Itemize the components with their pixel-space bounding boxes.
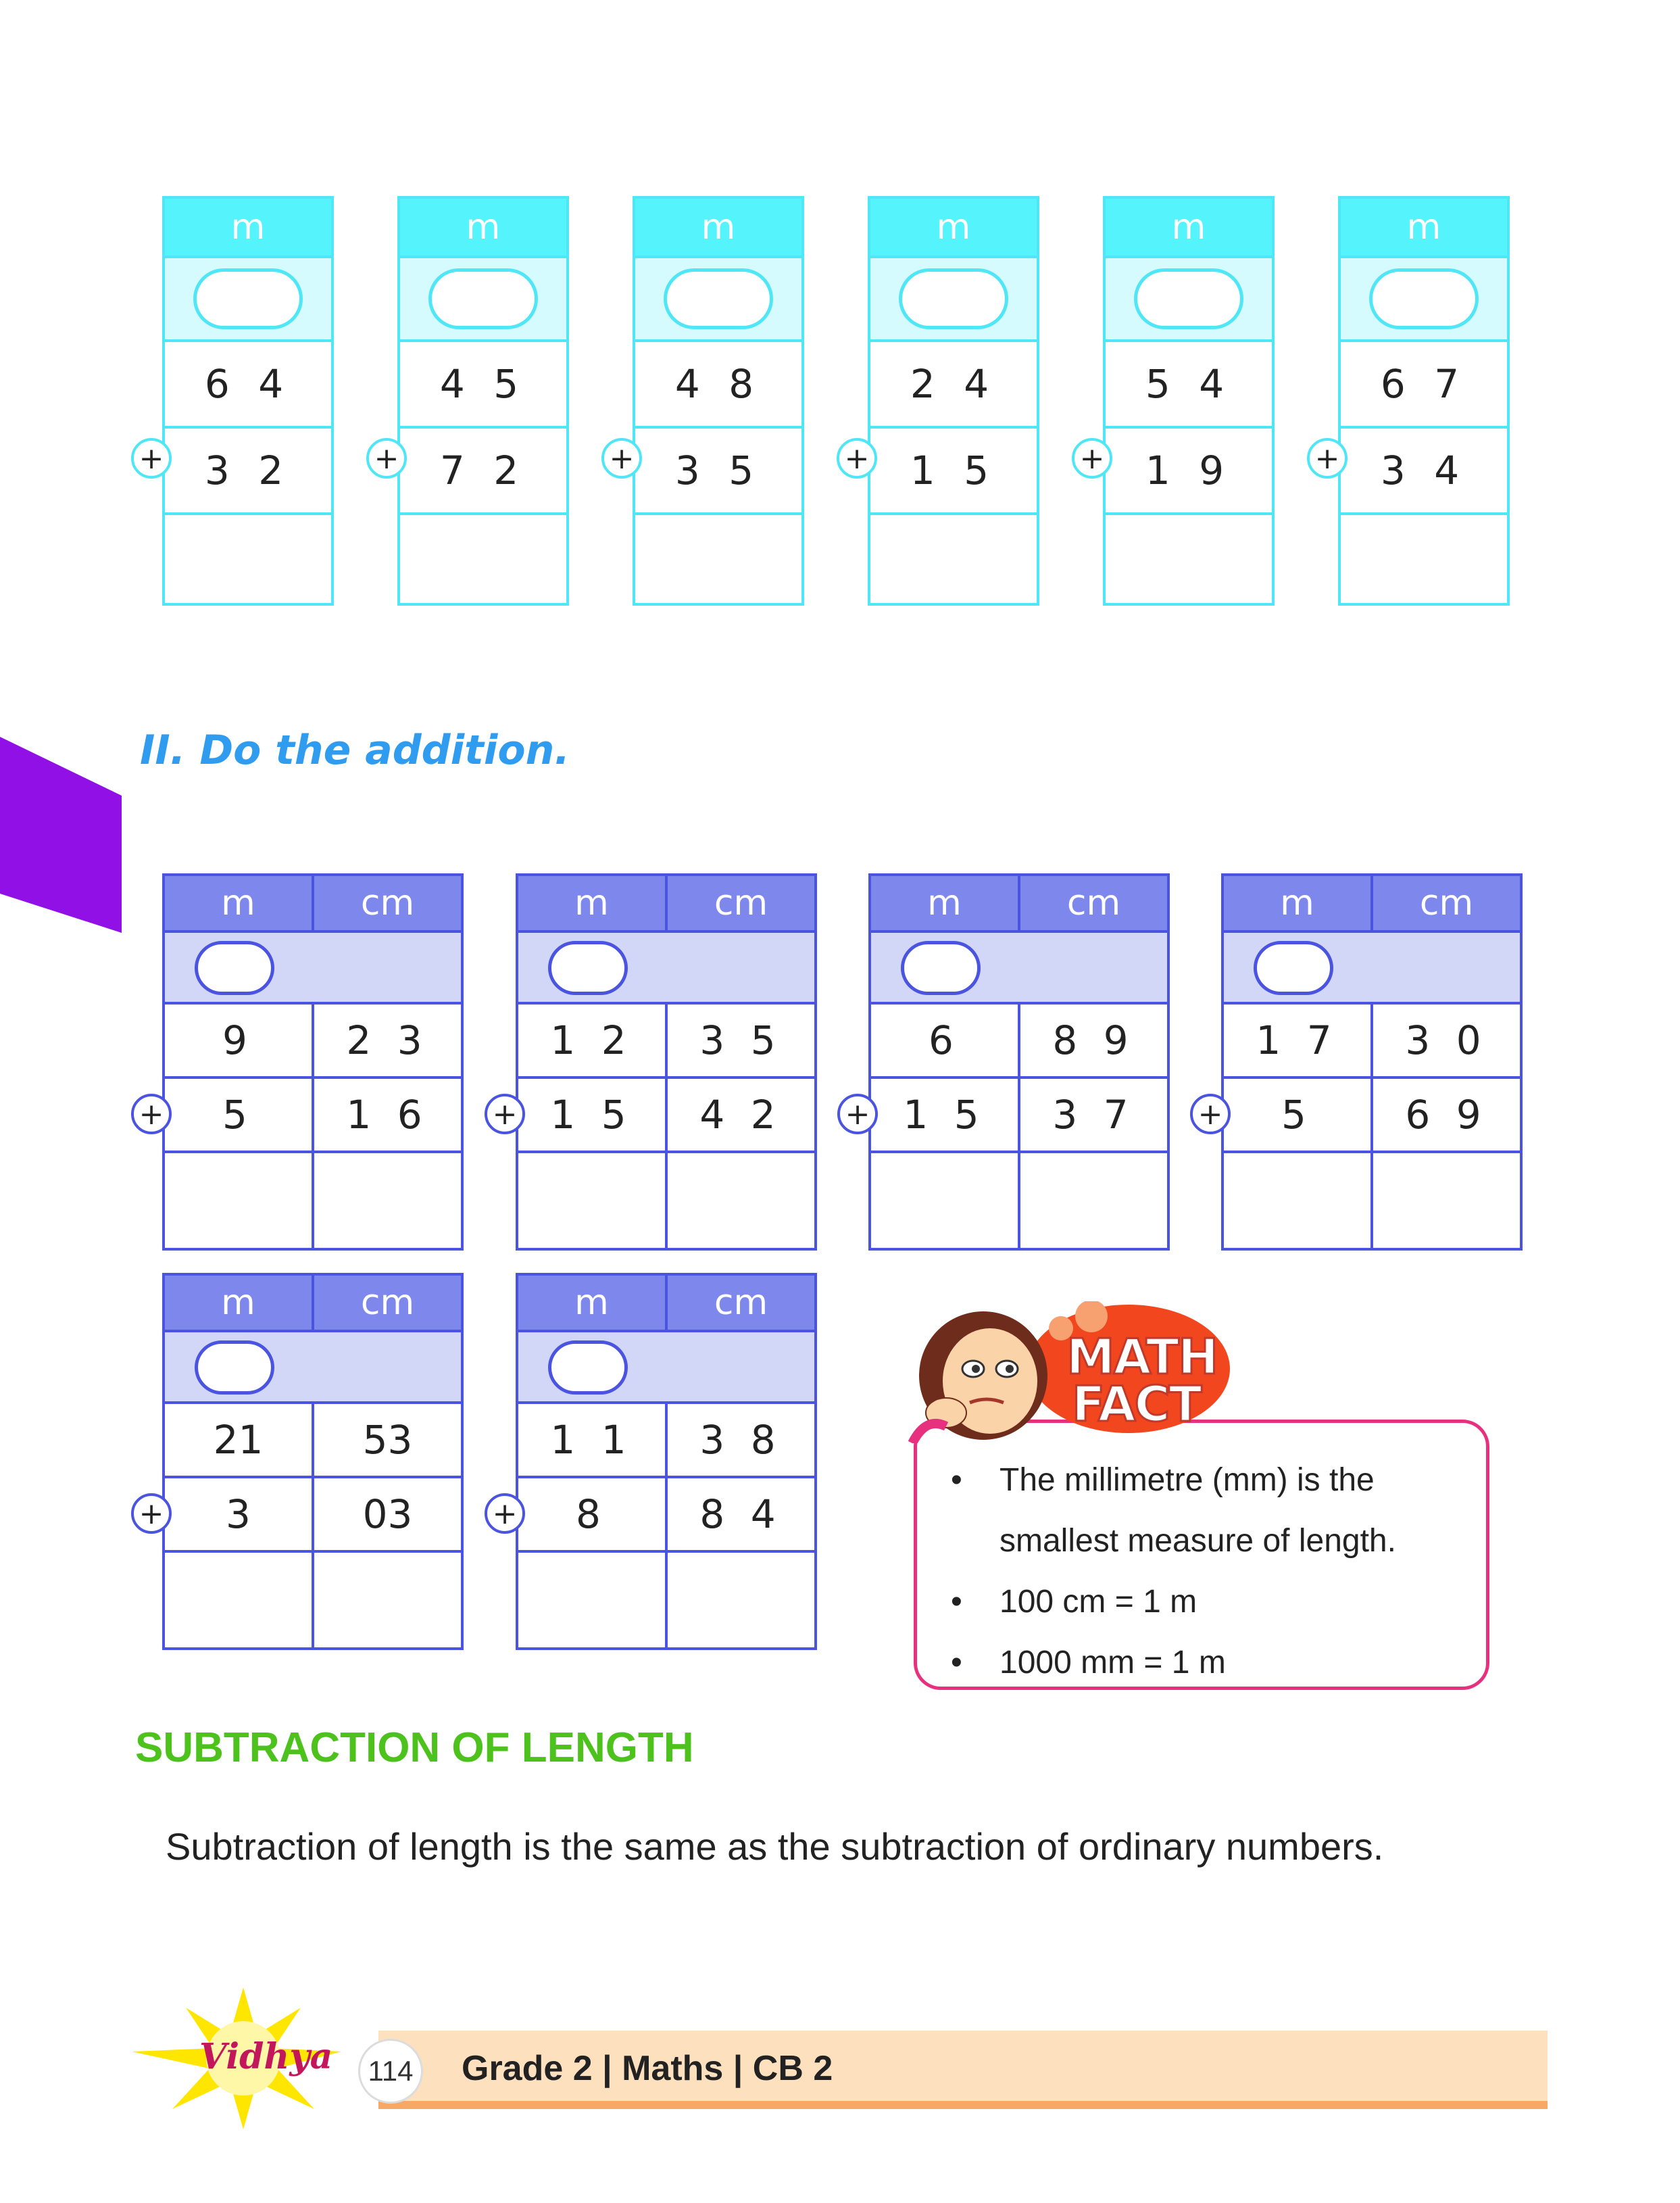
m-value: 1 5 — [550, 1092, 633, 1138]
addend-row-1 — [518, 1404, 814, 1478]
m-value: 1 7 — [1256, 1017, 1339, 1063]
m-header: m — [221, 883, 255, 923]
cm-header: cm — [312, 876, 461, 930]
addend-row-1 — [1224, 1004, 1520, 1079]
plus-icon: + — [1072, 438, 1112, 479]
answer-row — [165, 1553, 461, 1647]
m-value: 1 1 — [550, 1417, 633, 1463]
math-fact-box — [914, 1420, 1489, 1690]
m-answer-cell[interactable] — [165, 1153, 312, 1248]
unit-header: m — [1106, 199, 1272, 258]
answer-row — [518, 1153, 814, 1248]
addend-row-1 — [165, 1404, 461, 1478]
m-value: 21 — [213, 1417, 264, 1463]
math-fact-list — [917, 1423, 1486, 1693]
addition-box-2 — [374, 196, 569, 606]
cm-value: 6 9 — [1370, 1079, 1520, 1151]
unit-header: m — [635, 199, 801, 258]
math-fact-item: • The millimetre (mm) is the smallest measure of length. — [951, 1450, 1486, 1572]
cm-value: 8 4 — [665, 1478, 814, 1550]
plus-icon: + — [366, 438, 407, 479]
m-header: m — [574, 883, 609, 923]
m-header: m — [1280, 883, 1314, 923]
addend-1: 6 7 — [1341, 342, 1507, 429]
mcm-box-1 — [139, 873, 464, 1251]
plus-icon: + — [485, 1493, 525, 1534]
unit-header: m — [400, 199, 566, 258]
footer-text: Grade 2 | Maths | CB 2 — [462, 2049, 833, 2088]
addend-row-2 — [518, 1478, 814, 1553]
addend-2: 1 9 — [1106, 429, 1272, 515]
cm-header: cm — [665, 1276, 814, 1330]
answer-cell[interactable] — [165, 515, 331, 611]
math-fact-title-1: MATH — [1066, 1328, 1218, 1385]
addend-row-2 — [518, 1079, 814, 1153]
answer-row — [1224, 1153, 1520, 1248]
math-fact-item: • 1000 mm = 1 m — [951, 1632, 1486, 1693]
m-value: 5 — [1281, 1092, 1313, 1138]
cm-value: 3 5 — [665, 1004, 814, 1076]
m-value: 5 — [222, 1092, 254, 1138]
cm-answer-cell[interactable] — [1370, 1153, 1520, 1248]
vidhya-logo — [125, 1987, 362, 2129]
answer-row — [165, 1153, 461, 1248]
answer-oval[interactable] — [193, 268, 303, 329]
addend-1: 6 4 — [165, 342, 331, 429]
answer-oval[interactable] — [548, 1340, 628, 1395]
cm-answer-cell[interactable] — [1018, 1153, 1167, 1248]
plus-icon: + — [131, 1493, 172, 1534]
m-value: 6 — [929, 1017, 960, 1063]
unit-header: m — [165, 199, 331, 258]
cm-value: 53 — [312, 1404, 461, 1476]
addend-row-1 — [518, 1004, 814, 1079]
addend-row-2 — [165, 1478, 461, 1553]
answer-cell[interactable] — [1106, 515, 1272, 611]
math-fact-title-2: FACT — [1072, 1376, 1201, 1432]
addend-2: 3 2 — [165, 429, 331, 515]
cm-header: cm — [665, 876, 814, 930]
cm-value: 3 0 — [1370, 1004, 1520, 1076]
answer-cell[interactable] — [400, 515, 566, 611]
addend-row-1 — [871, 1004, 1167, 1079]
answer-oval[interactable] — [195, 941, 274, 995]
m-header: m — [927, 883, 962, 923]
cm-value: 1 6 — [312, 1079, 461, 1151]
plus-icon: + — [131, 438, 172, 479]
cm-header: cm — [1370, 876, 1520, 930]
addend-2: 3 4 — [1341, 429, 1507, 515]
cm-answer-cell[interactable] — [312, 1553, 461, 1647]
cm-answer-cell[interactable] — [665, 1153, 814, 1248]
addition-box-6 — [1314, 196, 1510, 606]
cm-header: cm — [1018, 876, 1167, 930]
bullet-icon: • — [951, 1462, 962, 1498]
purple-page-tab — [0, 737, 122, 933]
page-number: 114 — [358, 2039, 423, 2104]
addend-row-2 — [165, 1079, 461, 1153]
answer-oval[interactable] — [548, 941, 628, 995]
addend-1: 5 4 — [1106, 342, 1272, 429]
addition-box-5 — [1079, 196, 1275, 606]
answer-cell[interactable] — [870, 515, 1037, 611]
addend-2: 3 5 — [635, 429, 801, 515]
plus-icon: + — [601, 438, 642, 479]
answer-cell[interactable] — [635, 515, 801, 611]
addend-2: 1 5 — [870, 429, 1037, 515]
answer-cell[interactable] — [1341, 515, 1507, 611]
addition-box-4 — [844, 196, 1039, 606]
addend-row-2 — [1224, 1079, 1520, 1153]
mcm-box-2 — [492, 873, 817, 1251]
cm-header: cm — [312, 1276, 461, 1330]
m-header: m — [574, 1282, 609, 1323]
answer-oval[interactable] — [901, 941, 981, 995]
cm-value: 2 3 — [312, 1004, 461, 1076]
addend-2: 7 2 — [400, 429, 566, 515]
m-header: m — [221, 1282, 255, 1323]
answer-oval[interactable] — [428, 268, 538, 329]
cm-answer-cell[interactable] — [312, 1153, 461, 1248]
cm-value: 03 — [312, 1478, 461, 1550]
plus-icon: + — [131, 1094, 172, 1134]
plus-icon: + — [837, 438, 877, 479]
mcm-box-4 — [1197, 873, 1523, 1251]
cm-value: 3 8 — [665, 1404, 814, 1476]
m-answer-cell[interactable] — [518, 1153, 665, 1248]
cm-answer-cell[interactable] — [665, 1553, 814, 1647]
addend-row-1 — [165, 1004, 461, 1079]
sun-logo-icon — [125, 1987, 362, 2129]
subtraction-heading: SUBTRACTION OF LENGTH — [135, 1724, 694, 1771]
plus-icon: + — [837, 1094, 878, 1134]
mcm-box-5 — [139, 1273, 464, 1650]
m-value: 1 5 — [903, 1092, 986, 1138]
cm-value: 4 2 — [665, 1079, 814, 1151]
m-value: 9 — [222, 1017, 254, 1063]
logo-text: Vidhya — [199, 2036, 333, 2077]
answer-oval[interactable] — [195, 1340, 274, 1395]
addend-row-2 — [871, 1079, 1167, 1153]
plus-icon: + — [1190, 1094, 1231, 1134]
plus-icon: + — [1307, 438, 1348, 479]
answer-row — [871, 1153, 1167, 1248]
subtraction-text: Subtraction of length is the same as the subtraction of ordinary numbers. — [166, 1825, 1384, 1868]
addend-1: 2 4 — [870, 342, 1037, 429]
m-answer-cell[interactable] — [1224, 1153, 1370, 1248]
plus-icon: + — [485, 1094, 525, 1134]
bullet-icon: • — [951, 1645, 962, 1680]
answer-oval[interactable] — [1254, 941, 1333, 995]
unit-header: m — [1341, 199, 1507, 258]
m-value: 1 2 — [550, 1017, 633, 1063]
addend-1: 4 8 — [635, 342, 801, 429]
m-value: 8 — [576, 1491, 608, 1537]
cm-value: 8 9 — [1018, 1004, 1167, 1076]
m-answer-cell[interactable] — [518, 1553, 665, 1647]
math-fact-item: • 100 cm = 1 m — [951, 1572, 1486, 1632]
m-value: 3 — [226, 1491, 251, 1537]
m-answer-cell[interactable] — [871, 1153, 1018, 1248]
mcm-box-3 — [845, 873, 1170, 1251]
answer-oval[interactable] — [899, 268, 1008, 329]
bullet-icon: • — [951, 1584, 962, 1620]
answer-oval[interactable] — [1134, 268, 1243, 329]
math-fact-badge — [906, 1301, 1237, 1443]
cm-value: 3 7 — [1018, 1079, 1167, 1151]
unit-header: m — [870, 199, 1037, 258]
section-heading: II. Do the addition. — [140, 727, 570, 774]
addend-1: 4 5 — [400, 342, 566, 429]
m-answer-cell[interactable] — [165, 1553, 312, 1647]
addition-box-1 — [139, 196, 334, 606]
mcm-box-6 — [492, 1273, 817, 1650]
answer-row — [518, 1553, 814, 1647]
answer-oval[interactable] — [664, 268, 773, 329]
answer-oval[interactable] — [1369, 268, 1479, 329]
addition-box-3 — [609, 196, 804, 606]
